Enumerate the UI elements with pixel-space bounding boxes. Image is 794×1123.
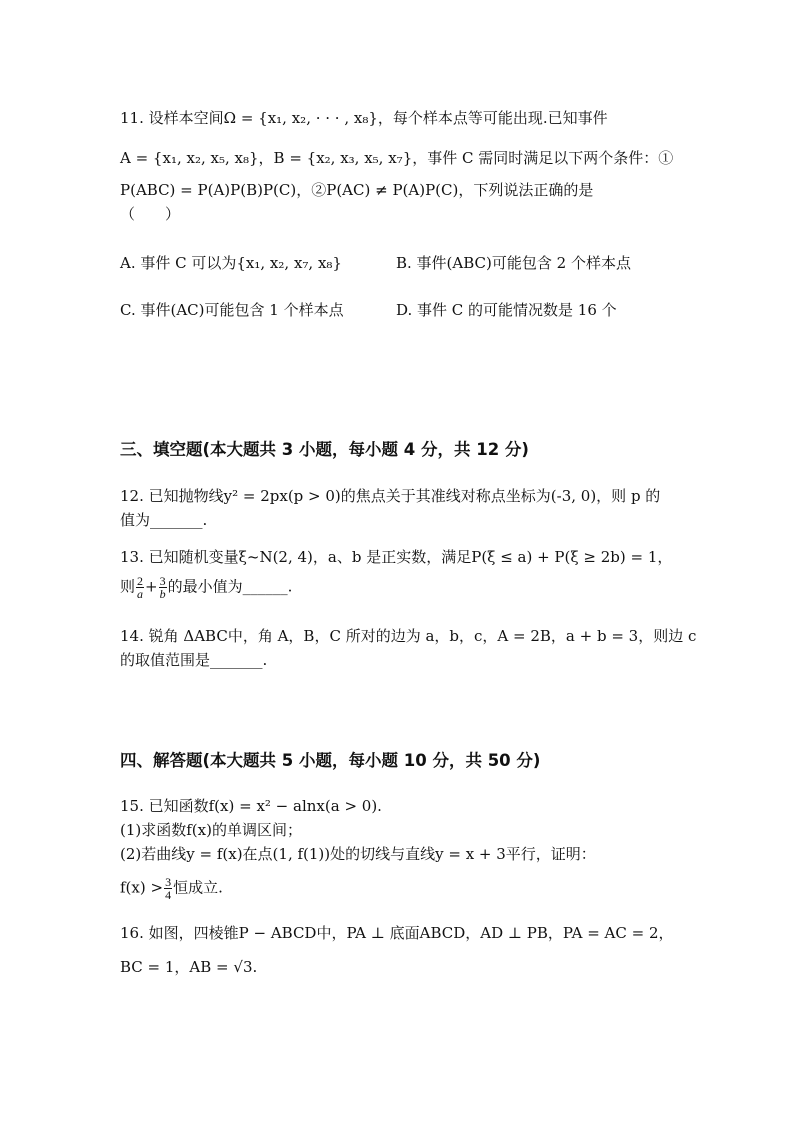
q13-frac1-numerator: 2 <box>137 574 144 588</box>
q13-line-2-prefix: 则 <box>120 577 136 596</box>
section-3-heading: 三、填空题(本大题共 3 小题，每小题 4 分，共 12 分) <box>120 440 529 459</box>
q13-fraction-2-over-a <box>136 575 144 600</box>
section-4-heading: 四、解答题(本大题共 5 小题，每小题 10 分，共 50 分) <box>120 751 541 770</box>
q15-fraction-3-over-4 <box>164 876 172 901</box>
q11-option-a: A. 事件 C 可以为{x₁, x₂, x₇, x₈} <box>120 254 342 272</box>
q15-frac-numerator: 3 <box>165 875 172 889</box>
q12-line-2: 值为_______. <box>120 511 208 529</box>
q13-fraction-3-over-b <box>159 575 167 600</box>
q13-frac1-denominator: a <box>137 587 144 601</box>
q15-frac-denominator: 4 <box>165 888 172 902</box>
q11-line-3: P(ABC) = P(A)P(B)P(C)，②P(AC) ≠ P(A)P(C)，下列说法正确的是 <box>120 181 594 199</box>
q13-line-2 <box>120 575 292 600</box>
q15-line-1: 15. 已知函数f(x) = x² − alnx(a > 0). <box>120 797 382 815</box>
q13-plus-sign: + <box>145 577 158 596</box>
q13-line-2-suffix: 的最小值为______. <box>167 577 293 596</box>
q13-frac2-numerator: 3 <box>159 574 166 588</box>
q11-option-c: C. 事件(AC)可能包含 1 个样本点 <box>120 301 344 319</box>
q15-line-4-prefix: f(x) > <box>120 878 164 897</box>
q11-option-d: D. 事件 C 的可能情况数是 16 个 <box>396 301 617 319</box>
q11-line-4: （ ） <box>120 205 181 223</box>
q15-line-4 <box>120 876 223 901</box>
q16-line-2: BC = 1，AB = √3. <box>120 958 258 976</box>
q16-line-1: 16. 如图，四棱锥P − ABCD中，PA ⊥ 底面ABCD，AD ⊥ PB，PA = AC = 2， <box>120 924 674 942</box>
q11-option-b: B. 事件(ABC)可能包含 2 个样本点 <box>396 254 631 272</box>
q12-line-1: 12. 已知抛物线y² = 2px(p > 0)的焦点关于其准线对称点坐标为(-3, 0)，则 p 的 <box>120 487 661 505</box>
q11-line-2: A = {x₁, x₂, x₅, x₈}，B = {x₂, x₃, x₅, x₇}，事件 C 需同时满足以下两个条件：① <box>120 149 674 167</box>
q15-line-2: (1)求函数f(x)的单调区间； <box>120 821 302 839</box>
q14-line-1: 14. 锐角 ΔABC中，角 A，B，C 所对的边为 a，b，c，A = 2B，a + b = 3，则边 c <box>120 627 697 645</box>
q15-line-4-suffix: 恒成立. <box>173 878 223 897</box>
q11-line-1: 11. 设样本空间Ω = {x₁, x₂, · · · , x₈}，每个样本点等可能出现.已知事件 <box>120 109 608 127</box>
q14-line-2: 的取值范围是_______. <box>120 651 268 669</box>
q13-line-1: 13. 已知随机变量ξ~N(2, 4)，a、b 是正实数，满足P(ξ ≤ a) + P(ξ ≥ 2b) = 1， <box>120 548 673 566</box>
q15-line-3: (2)若曲线y = f(x)在点(1, f(1))处的切线与直线y = x + 3平行，证明： <box>120 845 596 863</box>
q13-frac2-denominator: b <box>159 587 166 601</box>
